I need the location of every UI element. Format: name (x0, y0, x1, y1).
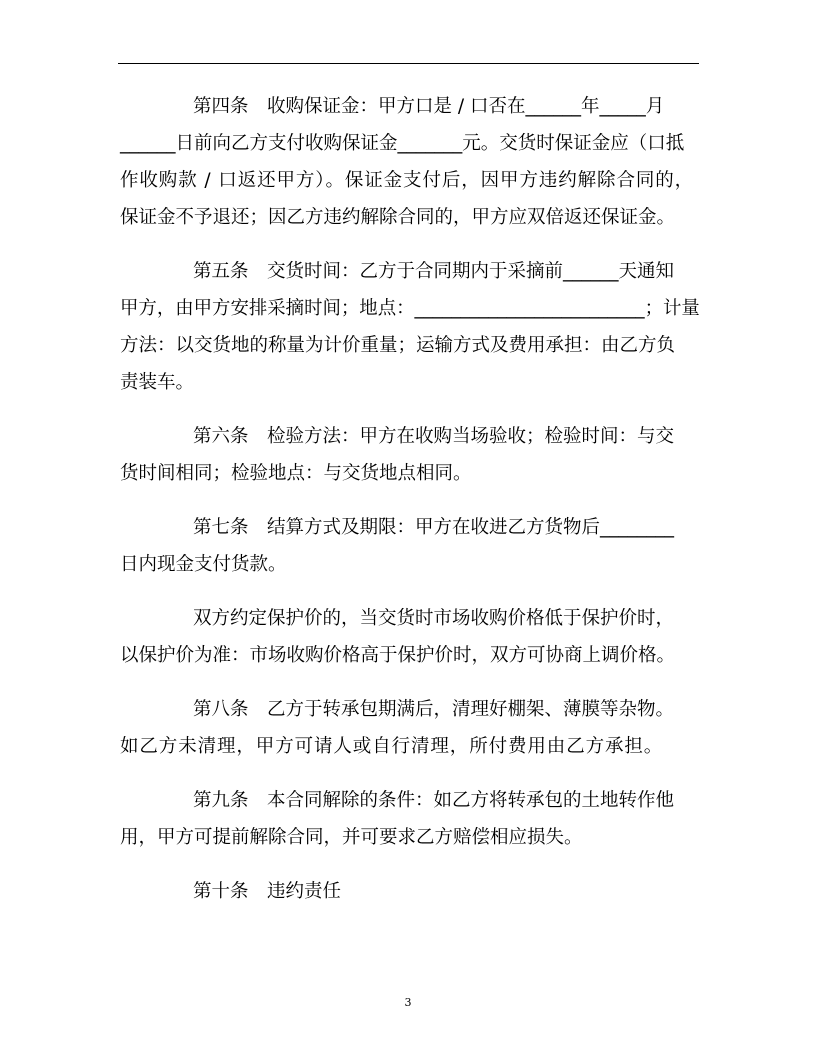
page-number: 3 (404, 996, 412, 1009)
article-5-line-2: 甲方，由甲方安排采摘时间；地点：_________________________；计量 (120, 298, 700, 319)
article-5-line-4: 责装车。 (120, 372, 195, 393)
article-6-line-1: 第六条 检验方法：甲方在收购当场验收；检验时间：与交 (193, 426, 675, 447)
article-7-line-2: 日内现金支付货款。 (120, 554, 287, 575)
article-4-line-1: 第四条 收购保证金：甲方口是 / 口否在______年_____月 (193, 96, 665, 117)
article-6-line-2: 货时间相同；检验地点：与交货地点相同。 (120, 463, 472, 484)
protection-price-line-1: 双方约定保护价的，当交货时市场收购价格低于保护价时， (193, 608, 675, 629)
article-5-line-1: 第五条 交货时间：乙方于合同期内于采摘前______天通知 (193, 261, 675, 282)
article-10-heading: 第十条 违约责任 (193, 881, 342, 902)
article-4-line-4: 保证金不予退还；因乙方违约解除合同的，甲方应双倍返还保证金。 (120, 207, 676, 228)
article-4-line-2: ______日前向乙方支付收购保证金_______元。交货时保证金应（口抵 (120, 133, 685, 154)
article-4-line-3: 作收购款 / 口返还甲方）。保证金支付后，因甲方违约解除合同的， (120, 170, 695, 191)
header-rule (118, 63, 699, 64)
article-9-line-1: 第九条 本合同解除的条件：如乙方将转承包的土地转作他 (193, 790, 675, 811)
article-9-line-2: 用，甲方可提前解除合同，并可要求乙方赔偿相应损失。 (120, 827, 583, 848)
article-7-line-1: 第七条 结算方式及期限：甲方在收进乙方货物后________ (193, 517, 675, 538)
article-8-line-1: 第八条 乙方于转承包期满后，清理好棚架、薄膜等杂物。 (193, 699, 675, 720)
protection-price-line-2: 以保护价为准：市场收购价格高于保护价时，双方可协商上调价格。 (120, 645, 676, 666)
article-5-line-3: 方法：以交货地的称量为计价重量；运输方式及费用承担：由乙方负 (120, 335, 676, 356)
article-8-line-2: 如乙方未清理，甲方可请人或自行清理，所付费用由乙方承担。 (120, 736, 664, 757)
